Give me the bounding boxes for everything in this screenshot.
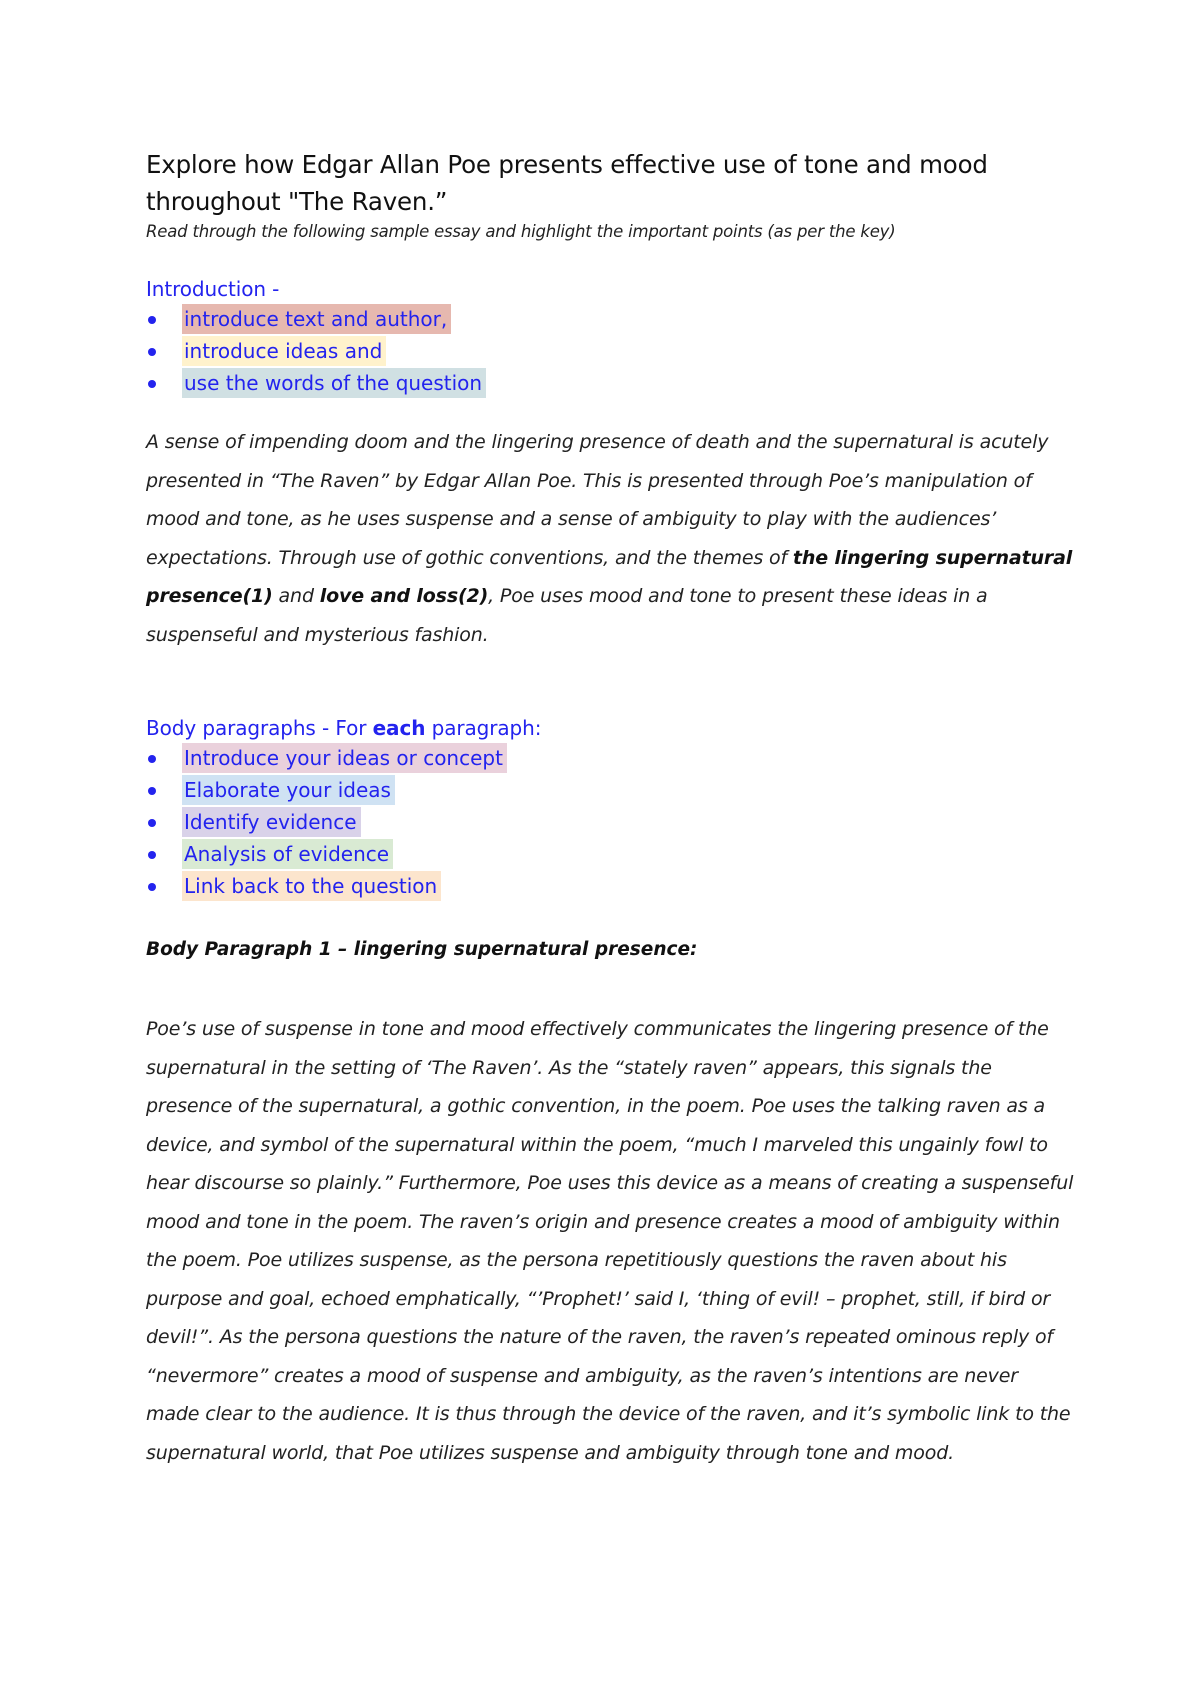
body-heading-prefix: Body paragraphs - For <box>146 716 373 740</box>
instructions-subtitle: Read through the following sample essay and highlight the important points (as per the key) <box>146 222 896 241</box>
list-item <box>146 335 1076 367</box>
list-item <box>146 367 1076 399</box>
title-line-2: throughout "The Raven.” <box>146 187 448 216</box>
body-heading-bold: each <box>372 716 426 740</box>
bullet-dot-icon <box>148 819 156 827</box>
intro-text-part1: A sense of impending doom and the lingering presence of death and the supernatural is acutely presented in “The Raven” by Edgar Allan Poe. This is presented through Poe’s manipulation of mood and tone, as he uses suspense and a sense of ambiguity to play with the audiences’ expectations. Through use of gothic conventions, and the themes of <box>146 431 1049 569</box>
bullet-dot-icon <box>148 348 156 356</box>
highlight-swatch <box>182 368 486 398</box>
list-item-label: Introduce your ideas or concept <box>184 746 503 770</box>
highlight-swatch <box>182 871 441 901</box>
highlight-swatch <box>182 336 386 366</box>
highlight-swatch <box>182 775 395 805</box>
body-paragraph-1-title: Body Paragraph 1 – lingering supernatural presence: <box>146 939 698 960</box>
list-item <box>146 870 1076 902</box>
introduction-paragraph <box>146 423 1076 654</box>
essay-question-title <box>146 146 1076 220</box>
bullet-dot-icon <box>148 883 156 891</box>
bullet-dot-icon <box>148 316 156 324</box>
list-item-label: Elaborate your ideas <box>184 778 391 802</box>
highlight-swatch <box>182 807 361 837</box>
highlight-swatch <box>182 304 451 334</box>
list-item-label: Identify evidence <box>184 810 357 834</box>
body-key-list <box>146 742 1076 902</box>
bullet-dot-icon <box>148 755 156 763</box>
intro-theme-2: love and loss(2) <box>319 585 489 607</box>
bullet-dot-icon <box>148 851 156 859</box>
highlight-swatch <box>182 839 393 869</box>
document-content <box>146 146 1076 1472</box>
introduction-heading: Introduction - <box>146 277 280 301</box>
list-item <box>146 742 1076 774</box>
body-paragraph-1-text: Poe’s use of suspense in tone and mood effectively communicates the lingering presence of the supernatural in the setting of ‘The Raven’. As the “stately raven” appears, this signals the presence of the supernatural, a gothic convention, in the poem. Poe uses the talking raven as a device, and symbol of the supernatural within the poem, “much I marveled this ungainly fowl to hear discourse so plainly.” Furthermore, Poe uses this device as a means of creating a suspenseful mood and tone in the poem. The raven’s origin and presence creates a mood of ambiguity within the poem. Poe utilizes suspense, as the persona repetitiously questions the raven about his purpose and goal, echoed emphatically, “’Prophet!’ said I, ‘thing of evil! – prophet, still, if bird or devil!”. As the persona questions the nature of the raven, the raven’s repeated ominous reply of “nevermore” creates a mood of suspense and ambiguity, as the raven’s intentions are never made clear to the audience. It is thus through the device of the raven, and it’s symbolic link to the supernatural world, that Poe utilizes suspense and ambiguity through tone and mood. <box>146 1018 1074 1464</box>
list-item <box>146 806 1076 838</box>
title-line-1: Explore how Edgar Allan Poe presents effective use of tone and mood <box>146 150 988 179</box>
list-item-label: Link back to the question <box>184 874 438 898</box>
list-item <box>146 838 1076 870</box>
list-item-label: introduce text and author, <box>184 307 448 331</box>
intro-text-part2: and <box>272 585 320 607</box>
list-item <box>146 303 1076 335</box>
list-item-label: Analysis of evidence <box>184 842 390 866</box>
bullet-dot-icon <box>148 787 156 795</box>
highlight-swatch <box>182 743 507 773</box>
list-item <box>146 774 1076 806</box>
bullet-dot-icon <box>148 380 156 388</box>
body-paragraphs-heading <box>146 716 1076 740</box>
body-heading-suffix: paragraph: <box>425 716 542 740</box>
introduction-key-list <box>146 303 1076 399</box>
list-item-label: introduce ideas and <box>184 339 383 363</box>
intro-text-part3: , Poe uses mood and tone to present these ideas in a suspenseful and mysterious fashion. <box>146 585 988 646</box>
intro-theme-1: the lingering supernatural presence(1) <box>146 546 1073 607</box>
list-item-label: use the words of the question <box>184 371 483 395</box>
